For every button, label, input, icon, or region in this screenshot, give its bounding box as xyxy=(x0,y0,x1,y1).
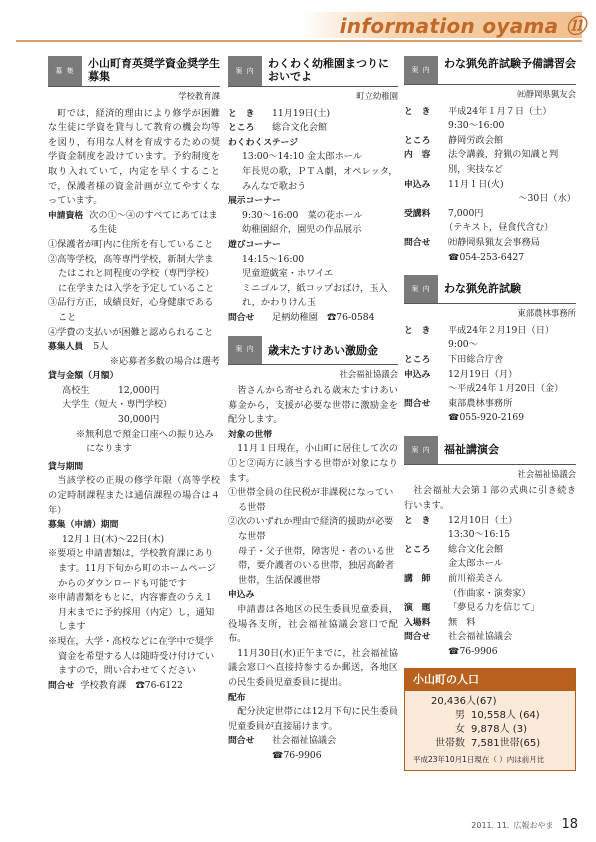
label: 問合せ xyxy=(404,237,431,248)
contact-value: 足柄幼稚園 ☎76-0584 xyxy=(272,311,375,323)
label: と き xyxy=(228,108,255,119)
value: 児童遊戯室・ホワイエ xyxy=(242,268,334,280)
label: ところ xyxy=(228,123,255,134)
value: 下田総合庁舎 xyxy=(448,353,504,365)
value: 〜30日（水） xyxy=(518,193,576,205)
intro-text: 社会福祉大会第１部の式典に引き続き行います。 xyxy=(404,485,576,512)
contact-phone: ☎055-920-2169 xyxy=(448,412,525,424)
population-label: 男 xyxy=(455,710,465,722)
note: ※応募者多数の場合は選考 xyxy=(109,355,220,367)
value: 11月１日(火) xyxy=(448,178,504,190)
value: 9:30〜16:00 菜の花ホール xyxy=(242,209,363,221)
value: 11月１日現在，小山町に居住して次の①と②両方に該当する世帯が対象になります。 xyxy=(228,443,398,484)
section-org: 東部農林事務所 xyxy=(517,308,576,319)
category-tag: 案 内 xyxy=(404,275,438,303)
label: と き xyxy=(404,325,431,336)
page-header-title: information oyama ⑪ xyxy=(339,14,586,38)
value: 配分決定世帯には12月下旬に民生委員児童委員が直接届けます。 xyxy=(228,706,398,732)
intro-text: 皆さんから寄せられる歳末たすけあい募金から，支援が必要な世帯に激励金を配分します。 xyxy=(228,385,398,426)
value: 年長児の歌，ＰＴＡ劇，オペレッタ，みんなで歌おう xyxy=(242,165,398,192)
value: 総合文化会館 xyxy=(448,543,504,555)
contact-phone: ☎76-9906 xyxy=(272,749,322,761)
label: わくわくステージ xyxy=(228,137,299,148)
value: 静岡労政会館 xyxy=(448,134,504,146)
section-org: 社会福祉協議会 xyxy=(339,368,398,379)
scholarship-header xyxy=(48,56,220,87)
value: 13:30〜16:15 xyxy=(448,529,511,541)
label: ところ xyxy=(404,544,431,555)
population-households: 7,581世帯(65) xyxy=(471,738,541,750)
value: 9:00〜 xyxy=(448,339,478,351)
amount-key: 大学生（短大・専門学校） xyxy=(62,399,173,411)
section-title: 歳末たすけあい激励金 xyxy=(268,343,378,357)
note: （作曲家・演奏家） xyxy=(448,587,531,599)
value: 5人 xyxy=(93,341,109,353)
population-label: 女 xyxy=(455,724,465,736)
label: ところ xyxy=(404,135,431,146)
label: 申込み xyxy=(404,369,431,380)
contact-value: 学校教育課 ☎76-6122 xyxy=(80,679,183,691)
amount-value: 30,000円 xyxy=(118,414,160,426)
value: 「夢見る力を信じて」 xyxy=(448,602,540,614)
section-org: 社会福祉協議会 xyxy=(517,468,576,479)
intro-text: 町では，経済的理由により修学が困難な生徒に学資を貸与して教育の機会均等を図り，有用な人材を育成するための奨学資金制度を設けています。予約制度を取り入れていて，内定を早くすることで，保護者様の資金計画が立てやすくなっています。 xyxy=(48,107,220,207)
label: 問合せ xyxy=(404,632,431,643)
label: 募集人員 xyxy=(48,342,84,353)
value: 14:15〜16:00 xyxy=(242,253,305,265)
population-note: 平成23年10月1日現在（ ）内は前月比 xyxy=(413,755,545,765)
amount-value: 12,000円 xyxy=(118,384,160,396)
section-title: わな猟免許試験 xyxy=(444,282,521,296)
population-total: 20,436人(67) xyxy=(431,696,497,708)
category-tag: 案 内 xyxy=(228,336,262,364)
contact-value: 社会福祉協議会 xyxy=(272,735,337,747)
value: 〜平成24年１月20日（金） xyxy=(448,383,564,395)
label: 配布 xyxy=(228,692,246,703)
section-title: 小山町育英奨学資金奨学生募集 xyxy=(88,57,220,83)
label: 貸与期間 xyxy=(48,461,84,472)
population-male: 10,558人 (64) xyxy=(471,710,540,722)
label: 申請資格 xyxy=(48,210,84,221)
contact-phone: ☎76-9906 xyxy=(448,646,498,657)
value: 無 料 xyxy=(448,616,476,628)
category-tag: 案 内 xyxy=(404,436,438,464)
label: 展示コーナー xyxy=(228,196,281,207)
label: 遊びコーナー xyxy=(228,239,281,250)
label: 募集（申請）期間 xyxy=(48,520,119,531)
label: ところ xyxy=(404,354,431,365)
label: 問合せ xyxy=(48,680,75,691)
value: 7,000円 xyxy=(448,207,484,219)
label: 問合せ xyxy=(228,736,255,747)
label: と き xyxy=(404,106,431,117)
header-divider xyxy=(16,40,582,42)
population-title: 小山町の人口 xyxy=(405,669,575,692)
footer-date: 2011. 11. xyxy=(471,821,510,830)
label: 申込み xyxy=(228,590,255,601)
value: 11月19日(土) xyxy=(272,107,331,119)
qual-item: ④学費の支払いが困難と認められること xyxy=(48,326,214,338)
value: 12月10日（土） xyxy=(448,514,518,526)
label: と き xyxy=(404,515,431,526)
value: 11月30日(水)正午までに，社会福祉協議会窓口へ直接持参するか郵送，各地区の民生委員児童委員に提出。 xyxy=(228,647,398,688)
page-number: 18 xyxy=(561,817,578,832)
contact-phone: ☎054-253-6427 xyxy=(448,251,525,263)
label: 講 師 xyxy=(404,574,431,585)
note: ※要項と申請書類は，学校教育課にあります。11月下旬から町のホームページからのダウンロードも可能です xyxy=(48,548,216,589)
value: 母子・父子世帯，障害児・者のいる世帯，要介護者のいる世帯，独居高齢者世帯，生活保護世帯 xyxy=(238,545,395,586)
qual-item: ①保護者が町内に住所を有していること xyxy=(48,238,214,250)
fund-header xyxy=(228,336,398,365)
label: 入場料 xyxy=(404,617,431,628)
column-right xyxy=(404,56,576,771)
note: ※申請書類をもとに，内容審査のうえ１月末までに予約採用（内定）し，通知します xyxy=(48,592,215,633)
section-org: ㈳静岡県猟友会 xyxy=(517,89,576,99)
label: 問合せ xyxy=(404,398,431,409)
target-item: ②次のいずれか理由で経済的援助が必要な世帯 xyxy=(228,516,394,543)
section-title: わくわく幼稚園まつりにおいでよ xyxy=(268,57,389,83)
label: 演 題 xyxy=(404,603,431,614)
column-left xyxy=(48,56,220,693)
category-tag: 案 内 xyxy=(404,56,438,84)
population-box xyxy=(404,668,576,772)
category-tag: 案 内 xyxy=(228,56,262,86)
value: 次の①〜④のすべてにあてはまる生徒 xyxy=(89,209,218,236)
kinder-header xyxy=(228,56,398,87)
value: 12月１日(木)〜22日(木) xyxy=(62,533,165,545)
section-title: 福祉講演会 xyxy=(444,442,499,456)
value: 平成24年２月19日（日） xyxy=(448,324,555,336)
value: 総合文化会館 xyxy=(272,122,328,134)
value: 平成24年１月７日（土） xyxy=(448,105,552,117)
contact-value: ㈳静岡県猟友会事務局 xyxy=(448,236,540,248)
value: 金太郎ホール xyxy=(448,558,503,570)
amount-key: 高校生 xyxy=(62,384,90,396)
label: 問合せ xyxy=(228,312,255,323)
qual-item: ②高等学校，高等専門学校，新制大学またはこれと同程度の学校（専門学校）に在学または入学を予定していること xyxy=(48,253,215,294)
contact-value: 東部農林事務所 xyxy=(448,397,513,409)
label: 内 容 xyxy=(404,150,431,161)
value: 9:30〜16:00 xyxy=(448,120,505,132)
value: 申請書は各地区の民生委員児童委員，役場各支所，社会福祉協議会窓口で配布。 xyxy=(228,604,398,645)
value: 前川裕美さん xyxy=(448,573,504,585)
label: 受講料 xyxy=(404,208,431,219)
trap-exam-header xyxy=(404,275,576,304)
page-footer xyxy=(471,817,578,832)
value: 幼稚園紹介，園児の作品展示 xyxy=(242,224,362,236)
label: 対象の世帯 xyxy=(228,429,272,440)
section-org: 町立幼稚園 xyxy=(356,91,398,101)
value: 当該学校の正規の修学年限（高等学校の定時制課程または通信課程の場合は４年） xyxy=(48,475,220,516)
population-label: 世帯数 xyxy=(435,738,465,750)
section-org: 学校教育課 xyxy=(178,91,220,101)
trap-prep-header xyxy=(404,56,576,85)
value: 13:00〜14:10 金太郎ホール xyxy=(242,151,363,163)
qual-item: ③品行方正，成績良好，心身健康であること xyxy=(48,297,214,323)
label: 貸与金額（月額） xyxy=(48,371,119,382)
value: 法令講義，狩猟の知識と判別，実技など xyxy=(448,149,559,175)
welfare-header xyxy=(404,436,576,465)
note: （テキスト，昼食代含む） xyxy=(444,222,554,234)
population-body xyxy=(405,691,575,770)
target-item: ①世帯全員の住民税が非課税になっている世帯 xyxy=(228,487,394,513)
note: ※無利息で預金口座への振り込みになります xyxy=(76,428,214,455)
population-female: 9,878人 (3) xyxy=(471,724,527,736)
section-title: わな猟免許試験予備講習会 xyxy=(444,57,576,70)
footer-publication: 広報おやま xyxy=(513,821,554,830)
column-middle xyxy=(228,56,398,764)
value: 12月19日（月） xyxy=(448,368,518,380)
contact-value: 社会福祉協議会 xyxy=(448,631,513,643)
category-tag: 募 集 xyxy=(48,56,82,86)
value: ミニゴルフ，紙コップおばけ，玉入れ，かわりけん玉 xyxy=(242,282,388,309)
label: 申込み xyxy=(404,179,431,190)
note: ※現在，大学・高校などに在学中で奨学資金を希望する人は随時受け付けていますので，問い合わせてください xyxy=(48,635,215,677)
